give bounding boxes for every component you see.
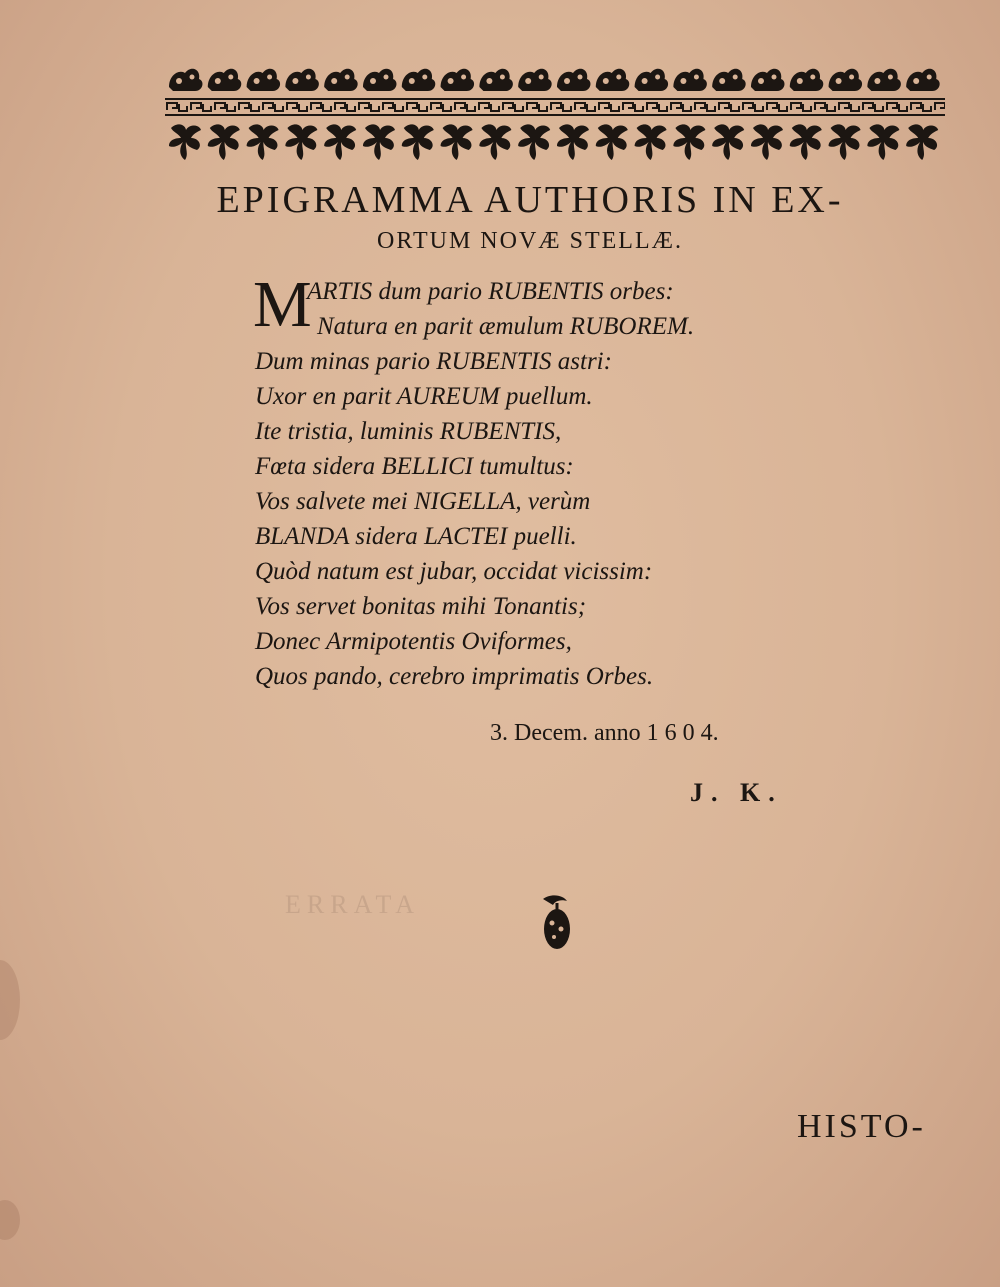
poem-line: BLANDA sidera LACTEI puelli. <box>255 523 577 550</box>
paper-stain <box>0 1200 20 1240</box>
leaf-ornament-icon <box>906 69 939 91</box>
drop-capital: M <box>253 268 312 341</box>
top-leaf-ornament-icon <box>165 55 945 97</box>
fleur-ornament-icon <box>363 124 395 160</box>
fleur-ornament-icon <box>285 124 317 160</box>
fleur-ornament-icon <box>751 124 783 160</box>
poem-line: Ite tristia, luminis RUBENTIS, <box>255 418 562 445</box>
leaf-ornament-icon <box>363 69 396 91</box>
fleur-ornament-icon <box>790 124 822 160</box>
meander-band-icon <box>165 98 945 116</box>
leaf-ornament-icon <box>247 69 280 91</box>
author-initials: J. K. <box>690 778 783 807</box>
leaf-ornament-icon <box>635 69 668 91</box>
fleur-ornament-icon <box>324 124 356 160</box>
paper-stain <box>0 960 20 1040</box>
leaf-ornament-icon <box>208 69 241 91</box>
epigram-heading-line2: ORTUM NOVÆ STELLÆ. <box>377 228 683 254</box>
leaf-ornament-icon <box>557 69 590 91</box>
leaf-ornament-icon <box>285 69 318 91</box>
leaf-ornament-icon <box>712 69 745 91</box>
leaf-ornament-icon <box>441 69 474 91</box>
poem-line: Quos pando, cerebro imprimatis Orbes. <box>255 663 654 690</box>
grape-fleuron-icon <box>537 893 577 955</box>
fleur-ornament-icon <box>635 124 667 160</box>
leaf-ornament-icon <box>518 69 551 91</box>
epigram-heading-line1: EPIGRAMMA AUTHORIS IN EX- <box>216 179 844 221</box>
poem-line: ARTIS dum pario RUBENTIS orbes: <box>307 278 674 305</box>
leaf-ornament-icon <box>324 69 357 91</box>
leaf-ornament-icon <box>169 69 202 91</box>
fleur-ornament-icon <box>829 124 861 160</box>
fleur-ornament-icon <box>518 124 550 160</box>
poem-line: Vos salvete mei NIGELLA, verùm <box>255 488 591 515</box>
leaf-ornament-icon <box>829 69 862 91</box>
leaf-ornament-icon <box>479 69 512 91</box>
poem-line: Dum minas pario RUBENTIS astri: <box>255 348 612 375</box>
fleur-ornament-icon <box>906 124 938 160</box>
leaf-ornament-icon <box>402 69 435 91</box>
fleur-ornament-icon <box>247 124 279 160</box>
poem-line: Fœta sidera BELLICI tumultus: <box>255 453 574 480</box>
poem-line: Vos servet bonitas mihi Tonantis; <box>255 593 587 620</box>
poem-line: Natura en parit æmulum RUBOREM. <box>317 313 695 340</box>
leaf-ornament-icon <box>790 69 823 91</box>
catchword: HISTO- <box>797 1108 926 1145</box>
fleur-ornament-icon <box>673 124 705 160</box>
fleur-ornament-icon <box>557 124 589 160</box>
fleur-ornament-icon <box>169 124 201 160</box>
fleur-ornament-icon <box>208 124 240 160</box>
date-line: 3. Decem. anno 1 6 0 4. <box>490 720 719 746</box>
fleur-ornament-icon <box>596 124 628 160</box>
leaf-ornament-icon <box>673 69 706 91</box>
leaf-ornament-icon <box>596 69 629 91</box>
fleur-ornament-icon <box>712 124 744 160</box>
show-through-text: ERRATA <box>285 890 421 919</box>
leaf-ornament-icon <box>751 69 784 91</box>
fleur-ornament-icon <box>402 124 434 160</box>
fleur-ornament-icon <box>479 124 511 160</box>
poem-line: Uxor en parit AUREUM puellum. <box>255 383 593 410</box>
bottom-fleur-ornament-icon <box>165 118 945 162</box>
poem-line: Quòd natum est jubar, occidat vicissim: <box>255 558 653 585</box>
leaf-ornament-icon <box>867 69 900 91</box>
fleur-ornament-icon <box>441 124 473 160</box>
poem-line: Donec Armipotentis Oviformes, <box>255 628 572 655</box>
fleur-ornament-icon <box>867 124 899 160</box>
